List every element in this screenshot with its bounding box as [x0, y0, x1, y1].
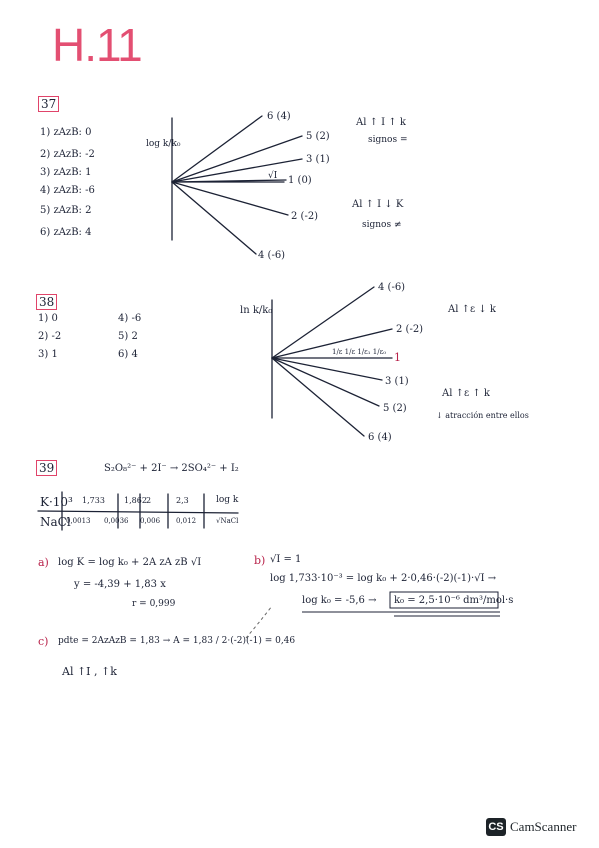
- p37-note-2: Al ↑ I ↓ K: [352, 199, 404, 210]
- p38-item-4: 4) -6: [118, 313, 142, 324]
- p38-line-label-5: 5 (2): [383, 403, 407, 414]
- p38-line-label-6: 6 (4): [368, 432, 392, 443]
- p39-table-cell: 2,3: [176, 496, 189, 505]
- p38-line-label-3: 3 (1): [385, 376, 409, 387]
- p37-item-5: 5) zAzB: 2: [40, 205, 92, 216]
- p37-line-4: [172, 182, 256, 254]
- p38-line-2: [272, 329, 392, 358]
- p37-note-2-sub: signos ≠: [362, 220, 402, 230]
- p39-c-equation: pdte = 2AzAzB = 1,83 → A = 1,83 / 2·(-2)(-1) = 0,46: [58, 636, 296, 646]
- p38-item-3: 3) 1: [38, 349, 58, 360]
- p39-table-cell: 1,733: [82, 496, 105, 505]
- p39-dashed-arrow: [246, 606, 272, 638]
- p39-table-row2-label: NaCl: [40, 515, 71, 529]
- p39-table-hline: [38, 511, 238, 513]
- p39-table-cell: 2: [146, 496, 152, 505]
- camscanner-watermark: [486, 818, 576, 836]
- p39-a-fit: y = -4,39 + 1,83 x: [74, 579, 166, 590]
- p39-b-label: b): [254, 554, 266, 567]
- problem-39-number: 39: [36, 460, 57, 476]
- p37-item-3: 3) zAzB: 1: [40, 167, 92, 178]
- camscanner-brand: CamScanner: [510, 819, 577, 834]
- p37-item-1: 1) zAzB: 0: [40, 127, 92, 138]
- p37-item-4: 4) zAzB: -6: [40, 185, 95, 196]
- p38-axis-label: ln k/k₀: [240, 305, 273, 316]
- p37-line-label-5: 5 (2): [306, 131, 330, 142]
- p38-line-3: [272, 358, 382, 380]
- p37-line-label-2: 2 (-2): [291, 211, 319, 222]
- p37-line-label-4: 4 (-6): [258, 250, 286, 261]
- p37-axis-label: log k/k₀: [146, 139, 181, 149]
- p38-line-5: [272, 358, 379, 406]
- p37-line-5: [172, 136, 302, 182]
- p37-line-2: [172, 182, 288, 215]
- p39-b-result: k₀ = 2,5·10⁻⁶ dm³/mol·s: [394, 595, 514, 606]
- p39-table-row1-label: K·10³: [40, 495, 73, 509]
- p39-table-row2-end: √NaCl: [216, 517, 239, 525]
- p39-a-r: r = 0,999: [132, 599, 176, 609]
- p39-reaction: S₂O₈²⁻ + 2I⁻ → 2SO₄²⁻ + I₂: [104, 463, 239, 474]
- p39-table-cell: 0,0013: [66, 517, 91, 525]
- p38-item-5: 5) 2: [118, 331, 138, 342]
- p38-line-label-2: 2 (-2): [396, 324, 424, 335]
- p39-table-cell: 1,862: [124, 496, 147, 505]
- p37-line-label-6: 6 (4): [267, 111, 291, 122]
- p39-c-label: c): [38, 635, 49, 648]
- p38-item-1: 1) 0: [38, 313, 58, 324]
- p37-note-1-sub: signos =: [368, 135, 408, 145]
- p39-a-label: a): [38, 556, 49, 569]
- p38-item-6: 6) 4: [118, 349, 138, 360]
- p38-line-label-4: 4 (-6): [378, 282, 406, 293]
- p38-axis-end: 1: [394, 351, 401, 364]
- p38-line-6: [272, 358, 364, 436]
- p38-note-2: Al ↑ε ↑ k: [442, 388, 490, 399]
- p38-line-4: [272, 287, 374, 358]
- p37-item-2: 2) zAzB: -2: [40, 149, 95, 160]
- p38-axis-ticks: 1/ε 1/ε 1/ε₁ 1/ε₀: [332, 348, 387, 356]
- p39-table-row1-end: log k: [216, 495, 239, 505]
- p37-line-3: [172, 159, 302, 182]
- p37-note-1: Al ↑ I ↑ k: [356, 117, 406, 128]
- camscanner-logo-icon: CS: [486, 818, 506, 836]
- p37-line-label-1: 1 (0): [288, 175, 312, 186]
- p39-table-cell: 0,006: [140, 517, 161, 525]
- problem-38-number: 38: [36, 294, 57, 310]
- p39-a-equation: log K = log k₀ + 2A zA zB √I: [58, 557, 202, 568]
- p37-item-6: 6) zAzB: 4: [40, 227, 92, 238]
- p38-item-2: 2) -2: [38, 331, 62, 342]
- p39-b-eq0: √I = 1: [270, 554, 302, 565]
- page-title: H.11: [52, 19, 142, 71]
- p39-c-note: Al ↑I , ↑k: [62, 665, 117, 678]
- p38-note-1: Al ↑ε ↓ k: [448, 304, 496, 315]
- p39-table-cell: 0,012: [176, 517, 197, 525]
- p37-line-6: [172, 116, 262, 182]
- p37-line-label-3: 3 (1): [306, 154, 330, 165]
- problem-37-number: 37: [38, 96, 59, 112]
- p39-b-eq1: log 1,733·10⁻³ = log k₀ + 2·0,46·(-2)(-1)·√I →: [270, 573, 497, 584]
- p37-sqrt-label: √I: [268, 171, 278, 181]
- p39-b-eq2: log k₀ = -5,6 →: [302, 595, 377, 606]
- p39-table-cell: 0,0036: [104, 517, 129, 525]
- p39-b-result-box: [390, 592, 498, 608]
- p38-note-2-sub: ↓ atracción entre ellos: [436, 411, 529, 420]
